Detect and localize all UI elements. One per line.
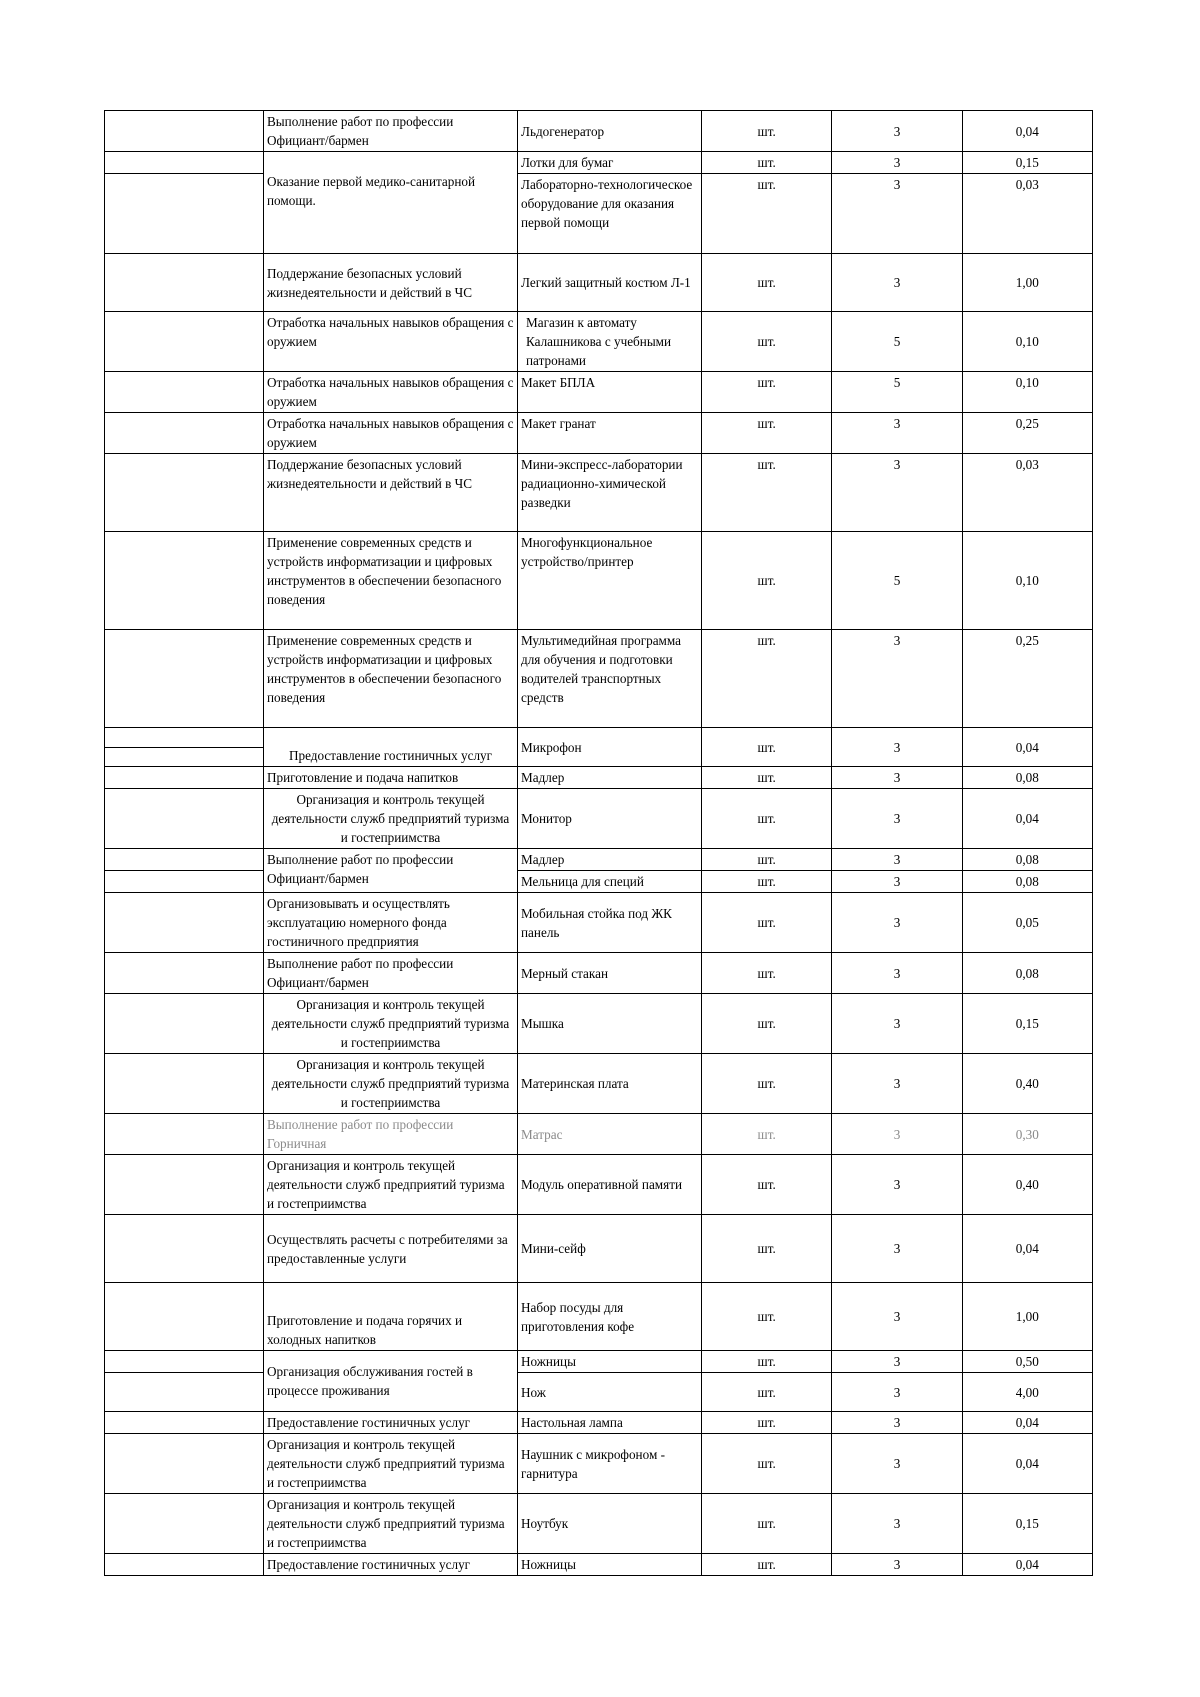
qty-cell: 3	[832, 1434, 962, 1494]
table-row	[105, 953, 1093, 994]
item-cell: Макет гранат	[518, 413, 702, 454]
norm-cell: 0,30	[962, 1114, 1092, 1155]
activity-cell: Применение современных средств и устройств информатизации и цифровых инструментов в обеспечении безопасного поведения	[264, 532, 518, 630]
index-cell	[105, 994, 264, 1054]
item-cell: Мобильная стойка под ЖК панель	[518, 893, 702, 953]
qty-cell: 3	[832, 728, 962, 767]
unit-cell: шт.	[702, 1554, 832, 1576]
item-cell: Мадлер	[518, 849, 702, 871]
norm-cell: 0,50	[962, 1351, 1092, 1373]
index-cell	[105, 1054, 264, 1114]
item-cell: Ножницы	[518, 1351, 702, 1373]
table-row	[105, 1215, 1093, 1283]
index-cell	[105, 849, 264, 871]
qty-cell: 5	[832, 532, 962, 630]
qty-cell: 3	[832, 454, 962, 532]
qty-cell: 3	[832, 767, 962, 789]
index-cell	[105, 893, 264, 953]
activity-cell: Осуществлять расчеты с потребителями за предоставленные услуги	[264, 1215, 518, 1283]
activity-cell: Предоставление гостиничных услуг	[264, 1412, 518, 1434]
index-cell	[105, 1434, 264, 1494]
equipment-table	[104, 110, 1093, 1576]
unit-cell: шт.	[702, 1054, 832, 1114]
activity-cell: Выполнение работ по профессии Официант/бармен	[264, 953, 518, 994]
index-cell	[105, 767, 264, 789]
table-row	[105, 454, 1093, 532]
norm-cell: 0,15	[962, 152, 1092, 174]
qty-cell: 3	[832, 1283, 962, 1351]
qty-cell: 3	[832, 111, 962, 152]
unit-cell: шт.	[702, 849, 832, 871]
table-row	[105, 111, 1093, 152]
table-row	[105, 1554, 1093, 1576]
qty-cell: 3	[832, 1114, 962, 1155]
unit-cell: шт.	[702, 1434, 832, 1494]
norm-cell: 0,03	[962, 454, 1092, 532]
qty-cell: 3	[832, 152, 962, 174]
table-row	[105, 1494, 1093, 1554]
item-cell: Мини-экспресс-лаборатории радиационно-химической разведки	[518, 454, 702, 532]
index-cell	[105, 312, 264, 372]
activity-cell: Организация и контроль текущей деятельности служб предприятий туризма и гостеприимства	[264, 994, 518, 1054]
unit-cell: шт.	[702, 893, 832, 953]
qty-cell: 3	[832, 893, 962, 953]
activity-cell: Поддержание безопасных условий жизнедеятельности и действий в ЧС	[264, 254, 518, 312]
norm-cell: 0,05	[962, 893, 1092, 953]
norm-cell: 0,15	[962, 994, 1092, 1054]
table-row	[105, 728, 1093, 767]
unit-cell: шт.	[702, 1215, 832, 1283]
activity-cell: Выполнение работ по профессии Горничная	[264, 1114, 518, 1155]
unit-cell: шт.	[702, 152, 832, 174]
table-row	[105, 1412, 1093, 1434]
table-row	[105, 1373, 1093, 1412]
qty-cell: 3	[832, 849, 962, 871]
item-cell: Мультимедийная программа для обучения и подготовки водителей транспортных средств	[518, 630, 702, 728]
unit-cell: шт.	[702, 174, 832, 254]
activity-cell: Применение современных средств и устройств информатизации и цифровых инструментов в обеспечении безопасного поведения	[264, 630, 518, 728]
qty-cell: 3	[832, 789, 962, 849]
activity-cell: Приготовление и подача напитков	[264, 767, 518, 789]
item-cell: Мышка	[518, 994, 702, 1054]
qty-cell: 3	[832, 1373, 962, 1412]
item-cell: Мадлер	[518, 767, 702, 789]
item-cell: Настольная лампа	[518, 1412, 702, 1434]
norm-cell: 0,15	[962, 1494, 1092, 1554]
qty-cell: 5	[832, 312, 962, 372]
norm-cell: 0,04	[962, 1412, 1092, 1434]
index-cell	[105, 871, 264, 893]
activity-cell: Организация и контроль текущей деятельности служб предприятий туризма и гостеприимства	[264, 789, 518, 849]
table-row	[105, 1351, 1093, 1373]
table-row	[105, 1054, 1093, 1114]
table-row	[105, 1283, 1093, 1351]
unit-cell: шт.	[702, 1114, 832, 1155]
table-row	[105, 1434, 1093, 1494]
qty-cell: 3	[832, 174, 962, 254]
qty-cell: 3	[832, 1412, 962, 1434]
table-row	[105, 174, 1093, 254]
index-cell	[105, 1554, 264, 1576]
qty-cell: 3	[832, 994, 962, 1054]
norm-cell: 1,00	[962, 1283, 1092, 1351]
activity-cell: Организация и контроль текущей деятельности служб предприятий туризма и гостеприимства	[264, 1494, 518, 1554]
index-cell	[105, 1351, 264, 1373]
norm-cell: 0,08	[962, 767, 1092, 789]
qty-cell: 3	[832, 1054, 962, 1114]
item-cell: Нож	[518, 1373, 702, 1412]
table-row	[105, 789, 1093, 849]
qty-cell: 3	[832, 413, 962, 454]
activity-cell: Отработка начальных навыков обращения с оружием	[264, 312, 518, 372]
item-cell: Лотки для бумаг	[518, 152, 702, 174]
table-row	[105, 1155, 1093, 1215]
item-cell: Мельница для специй	[518, 871, 702, 893]
unit-cell: шт.	[702, 1494, 832, 1554]
item-cell: Материнская плата	[518, 1054, 702, 1114]
qty-cell: 3	[832, 1554, 962, 1576]
unit-cell: шт.	[702, 1155, 832, 1215]
unit-cell: шт.	[702, 767, 832, 789]
table-row	[105, 1114, 1093, 1155]
qty-cell: 3	[832, 630, 962, 728]
unit-cell: шт.	[702, 372, 832, 413]
unit-cell: шт.	[702, 254, 832, 312]
item-cell: Матрас	[518, 1114, 702, 1155]
index-cell	[105, 372, 264, 413]
norm-cell: 0,04	[962, 728, 1092, 767]
unit-cell: шт.	[702, 630, 832, 728]
item-cell: Монитор	[518, 789, 702, 849]
index-cell	[105, 111, 264, 152]
activity-cell: Отработка начальных навыков обращения с оружием	[264, 413, 518, 454]
norm-cell: 0,08	[962, 871, 1092, 893]
index-cell	[105, 1494, 264, 1554]
item-cell: Наушник с микрофоном - гарнитура	[518, 1434, 702, 1494]
activity-cell: Выполнение работ по профессии Официант/бармен	[264, 849, 518, 893]
table-row	[105, 413, 1093, 454]
norm-cell: 0,04	[962, 1215, 1092, 1283]
table-row	[105, 994, 1093, 1054]
table-row	[105, 372, 1093, 413]
unit-cell: шт.	[702, 789, 832, 849]
index-cell	[105, 1215, 264, 1283]
norm-cell: 0,04	[962, 789, 1092, 849]
item-cell: Лабораторно-технологическое оборудование для оказания первой помощи	[518, 174, 702, 254]
index-cell	[105, 254, 264, 312]
item-cell: Мерный стакан	[518, 953, 702, 994]
item-cell: Магазин к автомату Калашникова с учебными патронами	[518, 312, 702, 372]
index-cell	[105, 1412, 264, 1434]
item-cell: Микрофон	[518, 728, 702, 767]
unit-cell: шт.	[702, 1283, 832, 1351]
index-cell	[105, 1283, 264, 1351]
activity-cell: Организация и контроль текущей деятельности служб предприятий туризма и гостеприимства	[264, 1054, 518, 1114]
item-cell: Ножницы	[518, 1554, 702, 1576]
item-cell: Модуль оперативной памяти	[518, 1155, 702, 1215]
norm-cell: 0,04	[962, 1554, 1092, 1576]
norm-cell: 0,25	[962, 413, 1092, 454]
qty-cell: 3	[832, 254, 962, 312]
norm-cell: 0,40	[962, 1054, 1092, 1114]
norm-cell: 0,40	[962, 1155, 1092, 1215]
index-cell	[105, 1114, 264, 1155]
table-row	[105, 893, 1093, 953]
norm-cell: 0,08	[962, 849, 1092, 871]
norm-cell: 0,10	[962, 532, 1092, 630]
unit-cell: шт.	[702, 1373, 832, 1412]
norm-cell: 4,00	[962, 1373, 1092, 1412]
index-cell	[105, 413, 264, 454]
unit-cell: шт.	[702, 1351, 832, 1373]
unit-cell: шт.	[702, 953, 832, 994]
table-row	[105, 254, 1093, 312]
index-cell	[105, 953, 264, 994]
activity-cell: Приготовление и подача горячих и холодных напитков	[264, 1283, 518, 1351]
norm-cell: 1,00	[962, 254, 1092, 312]
activity-cell: Предоставление гостиничных услуг	[264, 1554, 518, 1576]
index-cell	[105, 1373, 264, 1412]
table-row	[105, 871, 1093, 893]
item-cell: Многофункциональное устройство/принтер	[518, 532, 702, 630]
activity-cell: Оказание первой медико-санитарной помощи.	[264, 152, 518, 254]
index-cell	[105, 1155, 264, 1215]
qty-cell: 3	[832, 953, 962, 994]
unit-cell: шт.	[702, 312, 832, 372]
table-row	[105, 532, 1093, 630]
unit-cell: шт.	[702, 413, 832, 454]
table-row	[105, 152, 1093, 174]
qty-cell: 3	[832, 1351, 962, 1373]
item-cell: Ноутбук	[518, 1494, 702, 1554]
table-row	[105, 849, 1093, 871]
qty-cell: 3	[832, 1494, 962, 1554]
activity-cell: Выполнение работ по профессии Официант/бармен	[264, 111, 518, 152]
norm-cell: 0,04	[962, 111, 1092, 152]
qty-cell: 5	[832, 372, 962, 413]
unit-cell: шт.	[702, 994, 832, 1054]
table-row	[105, 767, 1093, 789]
unit-cell: шт.	[702, 871, 832, 893]
index-cell	[105, 532, 264, 630]
norm-cell: 0,25	[962, 630, 1092, 728]
unit-cell: шт.	[702, 1412, 832, 1434]
qty-cell: 3	[832, 1155, 962, 1215]
index-cell	[105, 789, 264, 849]
table-row	[105, 312, 1093, 372]
item-cell: Макет БПЛА	[518, 372, 702, 413]
norm-cell: 0,10	[962, 312, 1092, 372]
item-cell: Мини-сейф	[518, 1215, 702, 1283]
qty-cell: 3	[832, 1215, 962, 1283]
activity-cell: Отработка начальных навыков обращения с оружием	[264, 372, 518, 413]
norm-cell: 0,10	[962, 372, 1092, 413]
unit-cell: шт.	[702, 728, 832, 767]
table-row	[105, 630, 1093, 728]
activity-cell: Организовывать и осуществлять эксплуатацию номерного фонда гостиничного предприятия	[264, 893, 518, 953]
index-cell	[105, 630, 264, 728]
item-cell: Льдогенератор	[518, 111, 702, 152]
unit-cell: шт.	[702, 454, 832, 532]
unit-cell: шт.	[702, 111, 832, 152]
activity-cell: Предоставление гостиничных услуг	[264, 728, 518, 767]
index-cell	[105, 174, 264, 254]
item-cell: Легкий защитный костюм Л-1	[518, 254, 702, 312]
activity-cell: Организация обслуживания гостей в процессе проживания	[264, 1351, 518, 1412]
unit-cell: шт.	[702, 532, 832, 630]
norm-cell: 0,08	[962, 953, 1092, 994]
index-cell	[105, 728, 264, 767]
norm-cell: 0,04	[962, 1434, 1092, 1494]
norm-cell: 0,03	[962, 174, 1092, 254]
qty-cell: 3	[832, 871, 962, 893]
item-cell: Набор посуды для приготовления кофе	[518, 1283, 702, 1351]
activity-cell: Организация и контроль текущей деятельности служб предприятий туризма и гостеприимства	[264, 1155, 518, 1215]
index-cell	[105, 454, 264, 532]
index-cell	[105, 152, 264, 174]
activity-cell: Поддержание безопасных условий жизнедеятельности и действий в ЧС	[264, 454, 518, 532]
activity-cell: Организация и контроль текущей деятельности служб предприятий туризма и гостеприимства	[264, 1434, 518, 1494]
